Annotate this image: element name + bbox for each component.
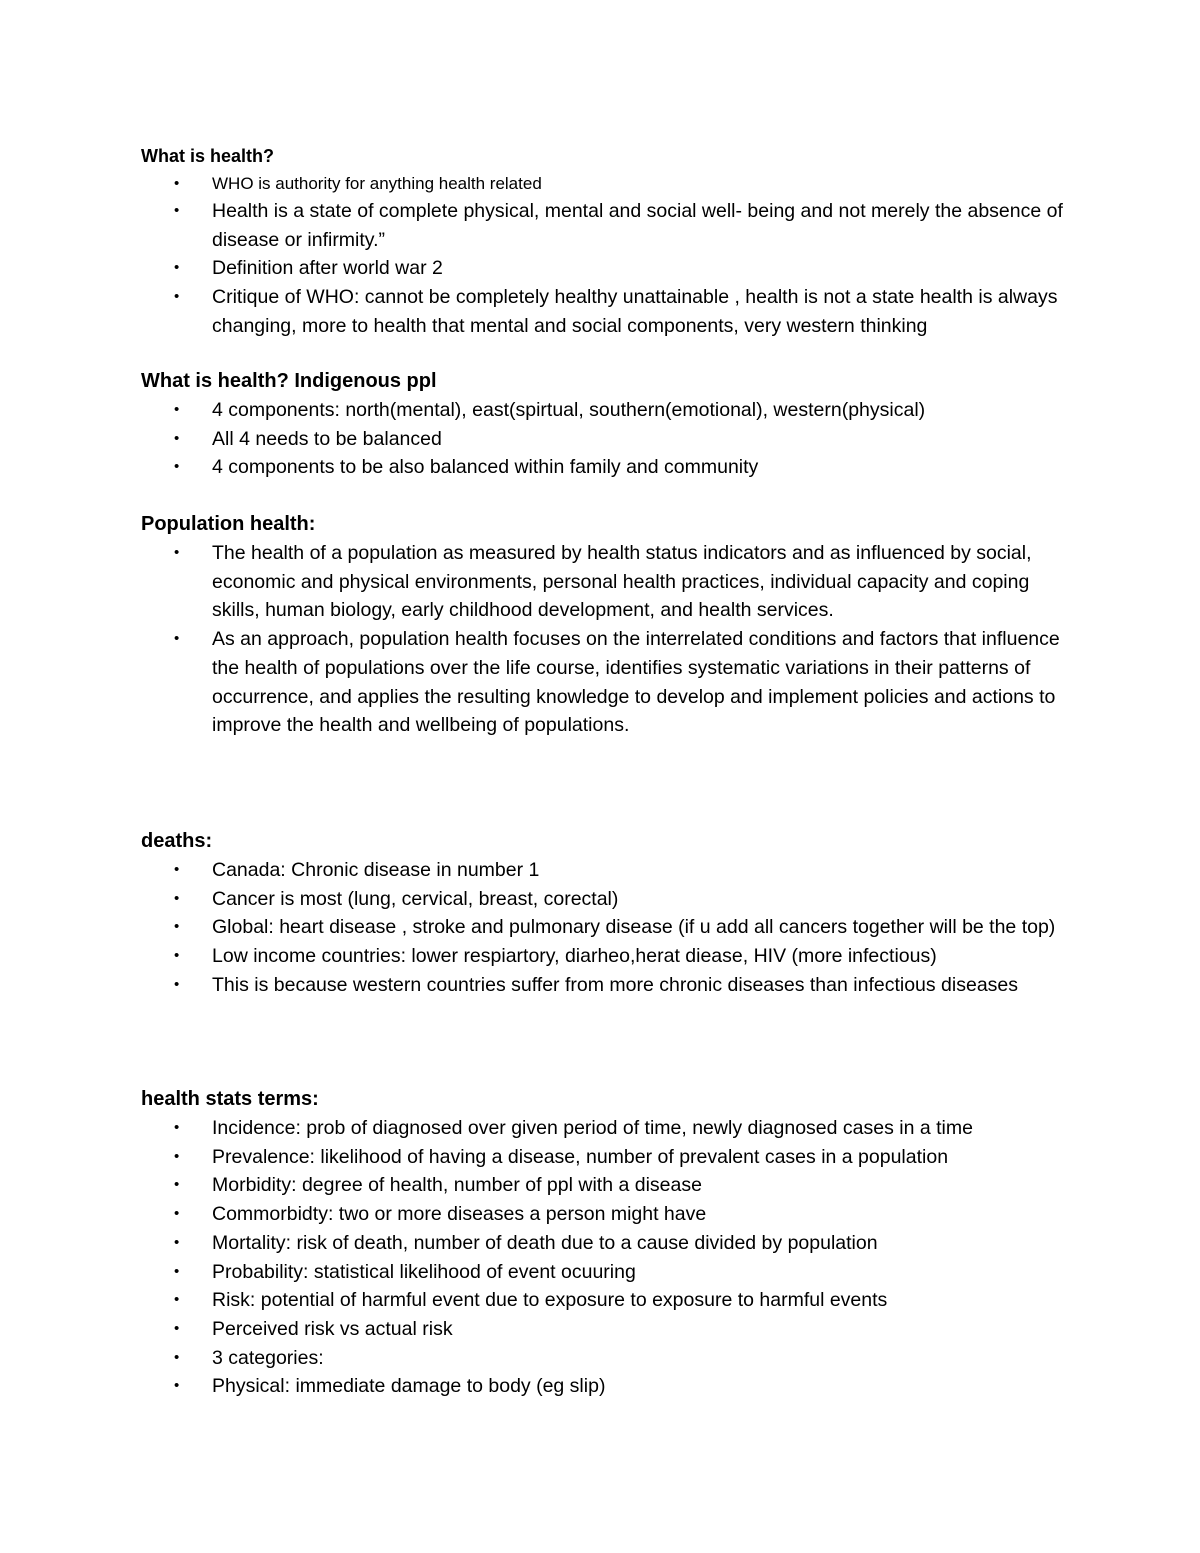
bullet-icon: •: [174, 861, 180, 878]
list-item: • Probability: statistical likelihood of event ocuuring: [141, 1258, 1081, 1287]
section-deaths: [141, 826, 1081, 1000]
list-item: • Critique of WHO: cannot be completely healthy unattainable , health is not a state health is always changing, more to health that mental and social components, very western thinking: [141, 283, 1081, 340]
bullet-list: [141, 856, 1081, 1000]
list-item: • As an approach, population health focuses on the interrelated conditions and factors that influence the health of populations over the life course, identifies systematic variations in their patterns of occurrence, and applies the resulting knowledge to develop and implement policies and actions to improve the health and wellbeing of populations.: [141, 625, 1081, 740]
section-heading: What is health? Indigenous ppl: [141, 370, 437, 392]
bullet-icon: •: [174, 1147, 180, 1165]
bullet-icon: •: [174, 259, 180, 277]
bullet-icon: •: [174, 1233, 180, 1251]
bullet-icon: •: [174, 975, 180, 993]
bullet-icon: •: [174, 947, 180, 965]
list-item: • Perceived risk vs actual risk: [141, 1315, 1081, 1344]
section-heading: deaths:: [141, 830, 213, 852]
bullet-icon: •: [174, 288, 180, 306]
bullet-icon: •: [174, 1319, 180, 1337]
list-item: • Physical: immediate damage to body (eg slip): [141, 1372, 1081, 1401]
bullet-list: [141, 1114, 1081, 1401]
bullet-icon: •: [174, 1119, 180, 1136]
list-item: • 3 categories:: [141, 1344, 1081, 1373]
bullet-icon: •: [174, 889, 180, 907]
list-item: • Commorbidty: two or more diseases a person might have: [141, 1200, 1081, 1229]
list-item: • Global: heart disease , stroke and pulmonary disease (if u add all cancers together will be the top): [141, 913, 1081, 942]
list-item: • WHO is authority for anything health related: [141, 171, 1081, 197]
list-item: • The health of a population as measured by health status indicators and as influenced by social, economic and physical environments, personal health practices, individual capacity and coping skills, human biology, early childhood development, and health services.: [141, 539, 1081, 625]
list-item: • Definition after world war 2: [141, 254, 1081, 283]
bullet-list: [141, 171, 1081, 341]
list-item: • Incidence: prob of diagnosed over given period of time, newly diagnosed cases in a time: [141, 1114, 1081, 1143]
list-item: • Risk: potential of harmful event due to exposure to exposure to harmful events: [141, 1286, 1081, 1315]
bullet-icon: •: [174, 458, 180, 476]
section-indigenous-health: [141, 366, 1081, 482]
bullet-icon: •: [174, 429, 180, 447]
bullet-icon: •: [174, 1377, 180, 1395]
bullet-icon: •: [174, 1176, 180, 1194]
section-population-health: [141, 509, 1081, 740]
bullet-icon: •: [174, 202, 180, 219]
bullet-icon: •: [174, 1348, 180, 1366]
bullet-icon: •: [174, 1205, 180, 1223]
list-item: • Cancer is most (lung, cervical, breast, corectal): [141, 885, 1081, 914]
list-item: • Health is a state of complete physical, mental and social well- being and not merely the absence of disease or infirmity.”: [141, 197, 1081, 254]
section-health-stats-terms: [141, 1084, 1081, 1401]
section-heading: What is health?: [141, 146, 275, 166]
bullet-icon: •: [174, 544, 180, 561]
list-item: • Canada: Chronic disease in number 1: [141, 856, 1081, 885]
bullet-icon: •: [174, 1262, 180, 1280]
list-item: • 4 components: north(mental), east(spirtual, southern(emotional), western(physical): [141, 396, 1081, 425]
list-item: • 4 components to be also balanced within family and community: [141, 453, 1081, 482]
bullet-icon: •: [174, 401, 180, 418]
section-heading: Population health:: [141, 513, 316, 535]
bullet-list: [141, 539, 1081, 740]
bullet-icon: •: [174, 918, 180, 936]
list-item: • Prevalence: likelihood of having a disease, number of prevalent cases in a population: [141, 1143, 1081, 1172]
list-item: • All 4 needs to be balanced: [141, 425, 1081, 454]
section-what-is-health: [141, 141, 1081, 341]
list-item: • Low income countries: lower respiartory, diarheo,herat diease, HIV (more infectious): [141, 942, 1081, 971]
list-item: • This is because western countries suffer from more chronic diseases than infectious diseases: [141, 971, 1081, 1000]
section-heading: health stats terms:: [141, 1088, 319, 1110]
bullet-list: [141, 396, 1081, 482]
bullet-icon: •: [174, 175, 180, 192]
bullet-icon: •: [174, 1291, 180, 1309]
list-item: • Mortality: risk of death, number of death due to a cause divided by population: [141, 1229, 1081, 1258]
bullet-icon: •: [174, 630, 180, 648]
list-item: • Morbidity: degree of health, number of ppl with a disease: [141, 1171, 1081, 1200]
